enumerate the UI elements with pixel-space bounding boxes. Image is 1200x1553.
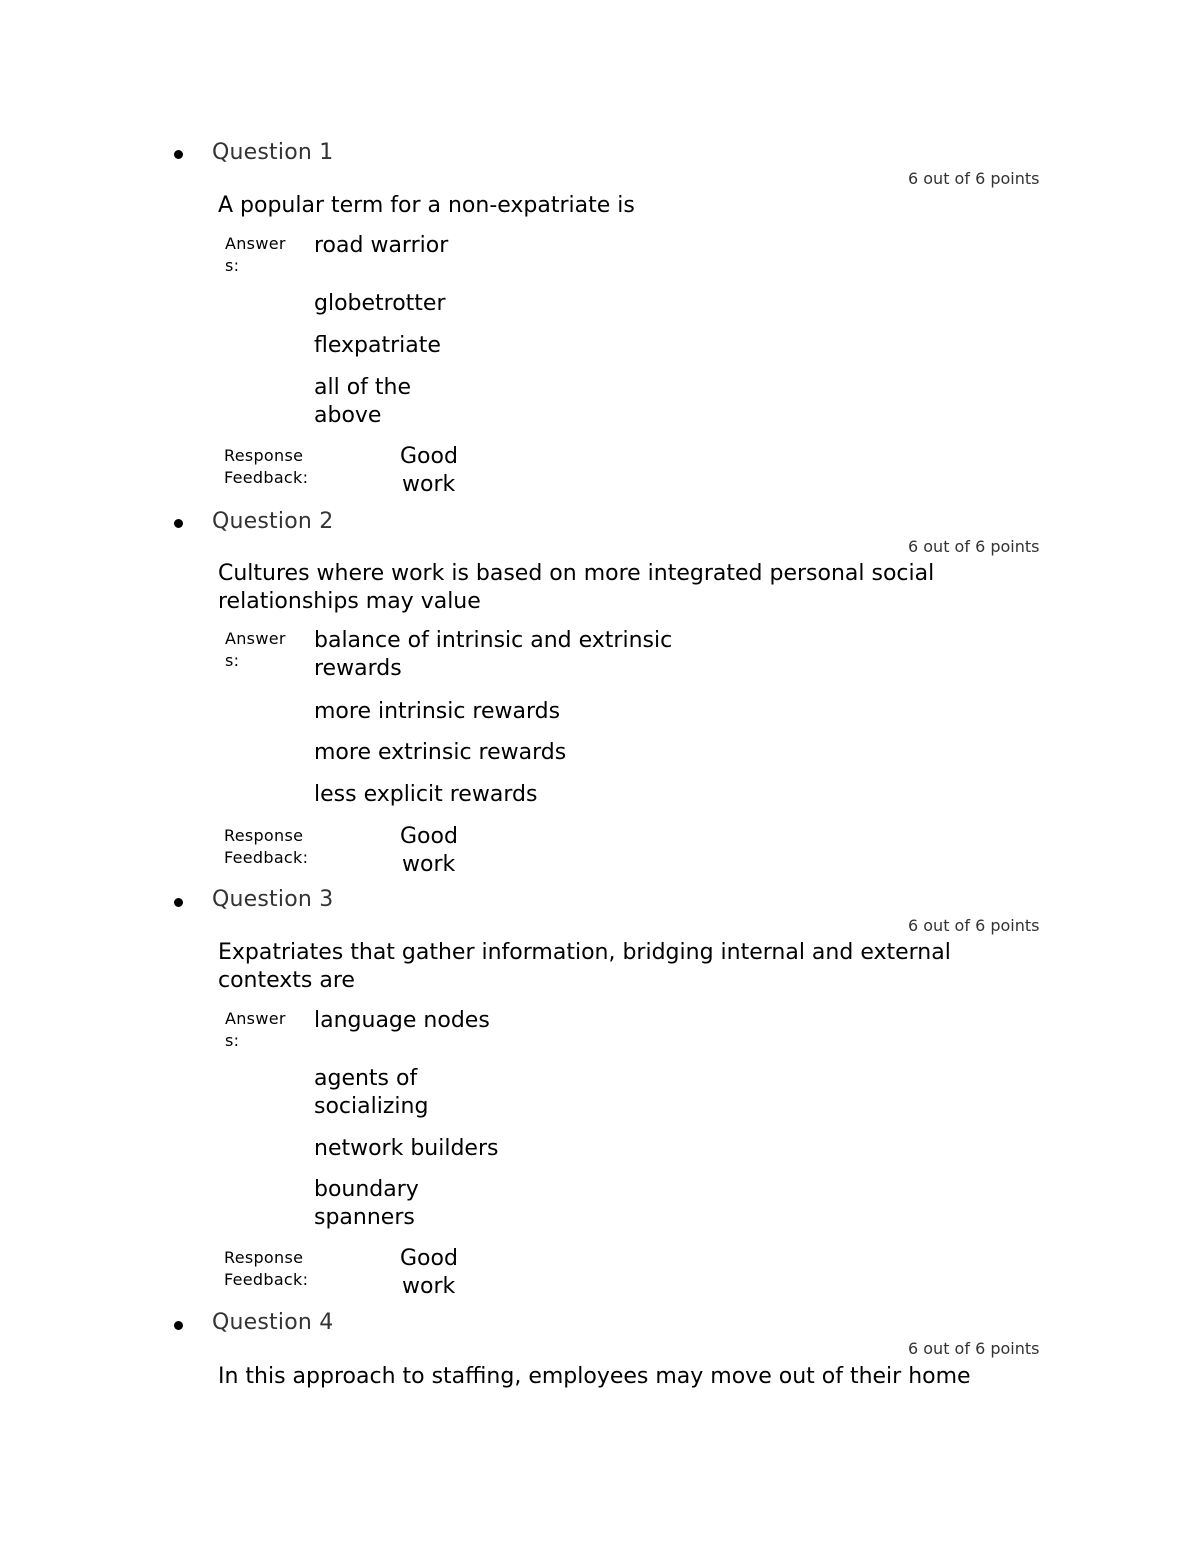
- answer-option-line: socializing: [314, 1094, 429, 1119]
- answer-option: [314, 232, 448, 260]
- answer-option: [314, 332, 441, 360]
- question-text-line: A popular term for a non-expatriate is: [218, 193, 635, 218]
- feedback-text-line: work: [402, 852, 456, 877]
- answer-option-line: above: [314, 403, 382, 428]
- answer-option-line: flexpatriate: [314, 333, 441, 358]
- question-points: 6 out of 6 points: [908, 537, 1040, 556]
- answer-option-line: all of the: [314, 375, 412, 400]
- answer-option-line: more intrinsic rewards: [314, 699, 561, 724]
- question-text: [218, 939, 951, 995]
- feedback-label-line: Feedback:: [224, 1270, 309, 1289]
- answer-option-line: boundary: [314, 1177, 419, 1202]
- answer-option: [314, 1065, 428, 1121]
- answer-option: [314, 781, 537, 809]
- answer-option: [314, 1007, 490, 1035]
- answer-option-line: road warrior: [314, 233, 449, 258]
- answer-option: [314, 374, 411, 430]
- feedback-text: [400, 823, 458, 879]
- answer-option-line: balance of intrinsic and extrinsic: [314, 628, 673, 653]
- feedback-label-line: Feedback:: [224, 848, 309, 867]
- feedback-text-line: Good: [400, 824, 458, 849]
- bullet-icon: [174, 898, 183, 907]
- answer-option: [314, 1135, 498, 1163]
- question-points: 6 out of 6 points: [908, 1339, 1040, 1358]
- bullet-icon: [174, 1321, 183, 1330]
- answer-option-line: globetrotter: [314, 291, 446, 316]
- feedback-label-line: Feedback:: [224, 468, 309, 487]
- feedback-text-line: Good: [400, 1246, 458, 1271]
- question-text: [218, 192, 635, 220]
- answer-option: [314, 290, 446, 318]
- answer-option: [314, 1176, 419, 1232]
- answers-label-line: Answer: [225, 1009, 286, 1028]
- answer-option-line: agents of: [314, 1066, 418, 1091]
- feedback-text-line: work: [402, 1274, 456, 1299]
- question-text: [218, 560, 934, 616]
- answers-label: [225, 628, 286, 672]
- answers-label: [225, 1008, 286, 1052]
- answer-option: [314, 739, 566, 767]
- feedback-label-line: Response: [224, 446, 304, 465]
- answer-option-line: network builders: [314, 1136, 499, 1161]
- question-points: 6 out of 6 points: [908, 169, 1040, 188]
- feedback-label: [224, 1247, 308, 1291]
- feedback-label-line: Response: [224, 1248, 304, 1267]
- answers-label-line: s:: [225, 1031, 240, 1050]
- answers-label-line: Answer: [225, 234, 286, 253]
- answers-label-line: s:: [225, 651, 240, 670]
- answers-label-line: s:: [225, 256, 240, 275]
- answer-option-line: language nodes: [314, 1008, 490, 1033]
- question-text-line: In this approach to staffing, employees may move out of their home: [218, 1364, 971, 1389]
- question-text-line: Cultures where work is based on more integrated personal social: [218, 561, 935, 586]
- question-text: [218, 1363, 971, 1391]
- feedback-label-line: Response: [224, 826, 304, 845]
- question-title: Question 3: [212, 887, 334, 912]
- feedback-text: [400, 1245, 458, 1301]
- question-text-line: Expatriates that gather information, bridging internal and external: [218, 940, 951, 965]
- answer-option-line: rewards: [314, 656, 402, 681]
- bullet-icon: [174, 150, 183, 159]
- question-title: Question 1: [212, 140, 334, 165]
- feedback-text: [400, 443, 458, 499]
- question-title: Question 4: [212, 1310, 334, 1335]
- bullet-icon: [174, 519, 183, 528]
- feedback-text-line: Good: [400, 444, 458, 469]
- feedback-text-line: work: [402, 472, 456, 497]
- feedback-label: [224, 825, 308, 869]
- answer-option-line: spanners: [314, 1205, 415, 1230]
- question-title: Question 2: [212, 509, 334, 534]
- answer-option: [314, 627, 672, 683]
- answers-label-line: Answer: [225, 629, 286, 648]
- question-text-line: relationships may value: [218, 589, 481, 614]
- answers-label: [225, 233, 286, 277]
- answer-option-line: less explicit rewards: [314, 782, 538, 807]
- question-points: 6 out of 6 points: [908, 916, 1040, 935]
- answer-option: [314, 698, 560, 726]
- feedback-label: [224, 445, 308, 489]
- question-text-line: contexts are: [218, 968, 355, 993]
- answer-option-line: more extrinsic rewards: [314, 740, 567, 765]
